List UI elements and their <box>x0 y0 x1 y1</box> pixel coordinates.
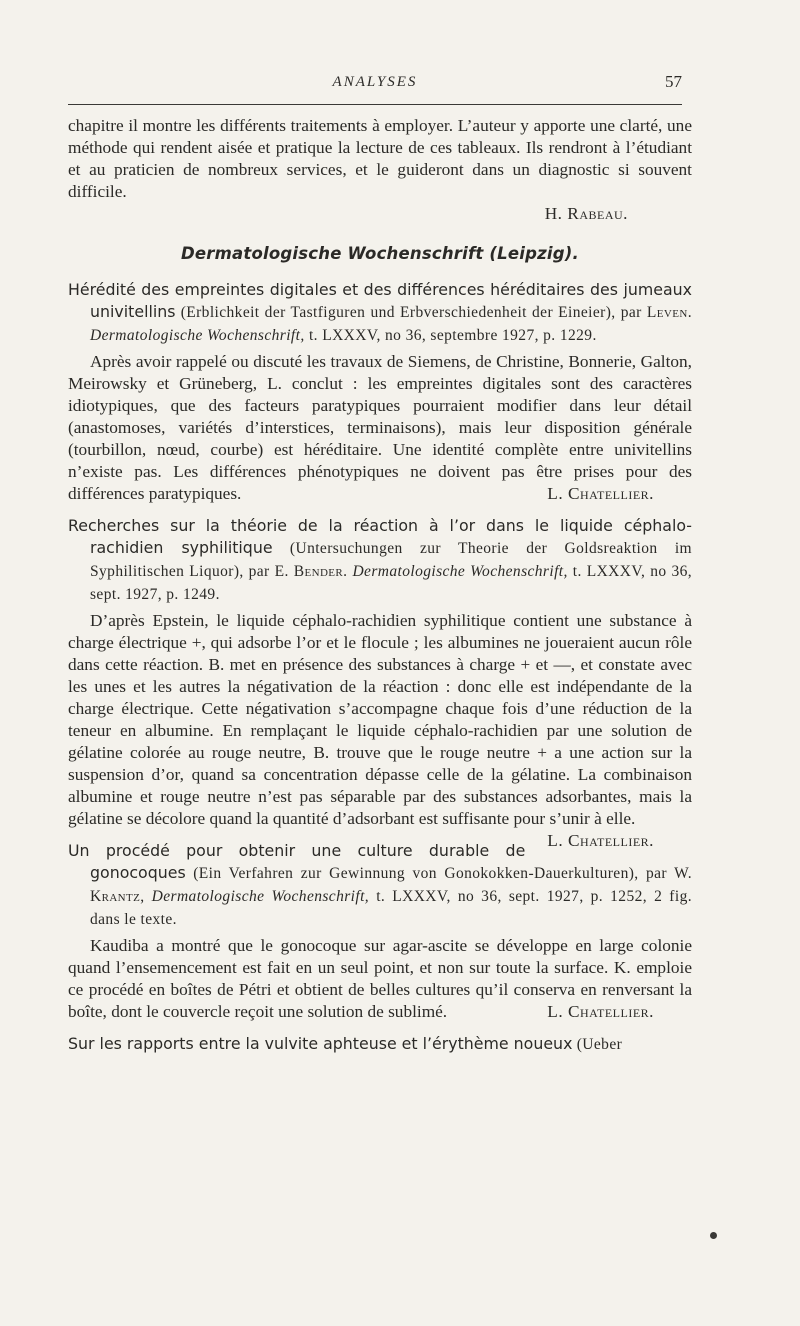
article-signature: L. Chatellier. <box>547 484 654 503</box>
article-author: Leven. <box>646 304 692 321</box>
article-citation: t. LXXXV, no 36, septembre 1927, p. 1229. <box>308 327 597 344</box>
page-number: 57 <box>665 72 682 91</box>
article-signature: L. Chatellier. <box>547 1002 654 1021</box>
article-title: Un procédé pour obtenir une culture durable de gonocoques <box>68 841 526 882</box>
page-header <box>68 68 682 108</box>
article-citation: t. LXXXV, no 36, sept. 1927, p. 1252, 2 fig. dans le texte. <box>90 888 692 928</box>
article-journal: Dermatologische Wochenschrift, <box>151 888 370 905</box>
running-title: ANALYSES <box>332 74 418 90</box>
article-title: Hérédité des empreintes digitales et des différences héréditaires des jumeaux univitellins <box>68 280 692 321</box>
journal-title: Dermatologische Wochenschrift (Leipzig). <box>181 244 579 263</box>
article-reference <box>68 515 692 606</box>
intro-paragraph: chapitre il montre les différents traitements à employer. L’auteur y apporte une clarté, une méthode qui rendent aisée et pratique la lecture de ces tableaux. Ils rendront à l’étudiant et au praticien de nombreux services, et le guideront dans un diagnostic si souvent difficile. <box>68 116 692 201</box>
article-signature: L. Chatellier. <box>547 831 654 850</box>
article-title: Recherches sur la théorie de la réaction à l’or dans le liquide céphalo-rachidien syphilitique <box>68 516 692 557</box>
article-details: (Ueber <box>576 1036 623 1053</box>
article-author: Bender. <box>293 563 348 580</box>
article-details: (Untersuchungen zur Theorie der Goldsreaktion im Syphilitischen Liquor), par E. <box>90 540 692 580</box>
article-body: D’après Epstein, le liquide céphalo-rachidien syphilitique contient une substance à charge électrique +, qui adsorbe l’or et le flocule ; les albumines ne joueraient aucun rôle dans cette réaction. B. met en présence des substances à charge + et —, et constate avec les unes et les autres la négativation de la réaction : donc elle est indépendante de la charge électrique. Cette négativation s’accompagne chaque fois d’une réduction de la teneur en albumine. En remplaçant le liquide céphalo-rachidien par une solution de gélatine colorée au rouge neutre, B. trouve que le rouge neutre + a une action sur la suspension d’or, quand sa concentration dépasse celle de la gélatine. La combinaison albumine et rouge neutre n’est pas séparable par des substances adsorbantes, mais la gélatine se décolore quand la quantité d’adsorbant est suffisante pour s’unir à elle. L. Chatellier. <box>68 611 692 850</box>
article-author: Krantz, <box>90 888 145 905</box>
intro-signature: H. Rabeau. <box>544 204 628 223</box>
article-details: (Erblichkeit der Tastfiguren und Erbverschiedenheit der Eineier), par <box>180 304 642 321</box>
print-speck <box>710 1232 717 1239</box>
article-details: (Ein Verfahren zur Gewinnung von Gonokokken-Dauerkulturen), par W. <box>193 865 692 882</box>
article-title: Sur les rapports entre la vulvite aphteuse et l’érythème noueux <box>68 1034 573 1053</box>
article-journal: Dermatologische Wochenschrift, <box>90 327 305 344</box>
article-body: Après avoir rappelé ou discuté les travaux de Siemens, de Christine, Bonnerie, Galton, Meirowsky et Grüneberg, L. conclut : les empreintes digitales sont des caractères idiotypiques, que des facteurs paratypiques pourraient modifier dans leur détail (anastomoses, variétés d’interstices, terminaisons), mais leur disposition générale (tourbillon, nœud, courbe) est héréditaire. Une identité complète entre univitellins n’existe pas. Les différences phénotypiques ne doivent pas être prises pour des différences paratypiques. L. Chatellier. <box>68 352 692 503</box>
header-rule <box>68 104 682 105</box>
article-reference <box>68 1033 692 1056</box>
article-reference <box>68 840 692 931</box>
article-journal: Dermatologische Wochenschrift, <box>352 563 568 580</box>
article-reference <box>68 279 692 347</box>
article-body: Kaudiba a montré que le gonocoque sur agar-ascite se développe en large colonie quand l’ensemencement est fait en un seul point, et non sur toute la surface. K. emploie ce procédé en boîtes de Pétri et obtient de belles cultures qu’il conserva en renversant la boîte, dont le couvercle reçoit une solution de sublimé. L. Chatellier. <box>68 936 692 1021</box>
article-citation: t. LXXXV, no 36, sept. 1927, p. 1249. <box>90 563 693 603</box>
page-content <box>68 115 692 1056</box>
